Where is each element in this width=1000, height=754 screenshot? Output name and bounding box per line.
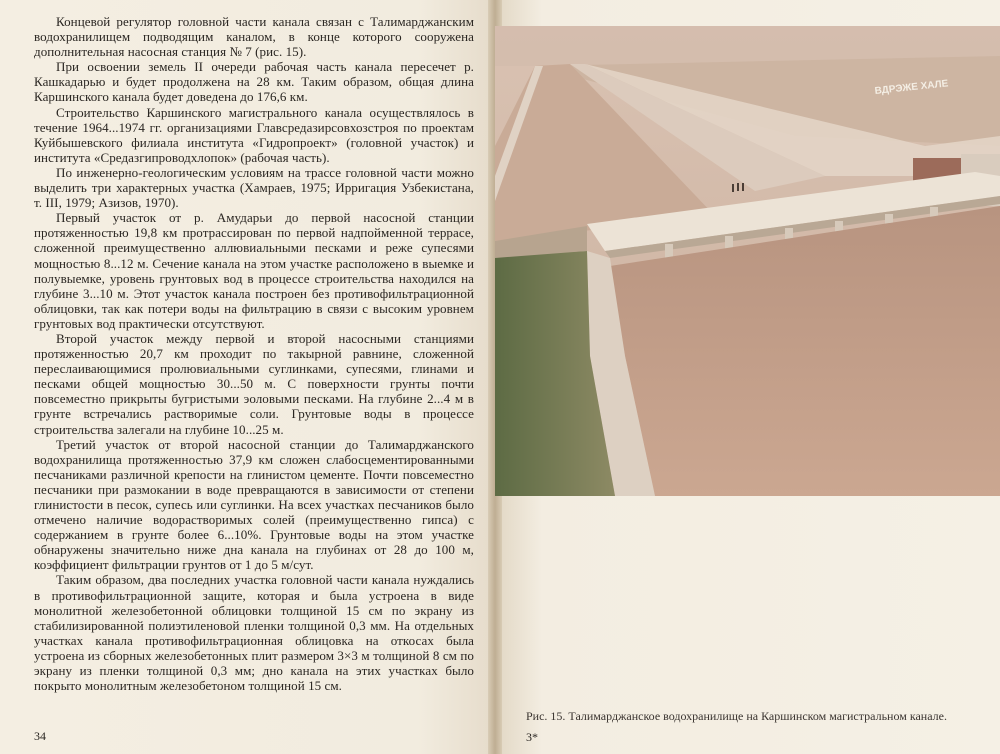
body-text	[34, 14, 474, 693]
paragraph: Третий участок от второй насосной станции до Талимарджанского водохранилища протяженностью 37,9 км сложен слабосцементированными песчаниками различной крепости на глинистом цементе. Почти повсеместно песчаники при размокании в воде превращаются в зависимости от степени глинистости в песок, супесь или суглинки. На всех участках песчаников было отмечено наличие водорастворимых солей (преимущественно гипса) с содержанием в грунте более 6...10%. Грунтовые воды на этом участке обнаружены значительно ниже дна канала на глубинах от 28 до 100 м, коэффициент фильтрации грунтов от 1 до 5 м/сут.	[34, 436, 474, 573]
paragraph: Второй участок между первой и второй насосными станциями протяженностью 20,7 км проходит по такырной равнине, сложенной переслаивающимися пролювиальными суглинками, супесями, глинами и песками общей мощностью 30...50 м. С поверхности грунты почти повсеместно прикрыты бугристыми эоловыми песками. На глубине 2...4 м в грунте встречались растворимые соли. Грунтовые воды в процессе строительства залегали на глубине 10...25 м.	[34, 330, 474, 437]
embankment-sign: ВДРЭЖЕ ХАЛЕ	[874, 78, 949, 97]
paragraph: При освоении земель II очереди рабочая часть канала пересечет р. Кашкадарью и будет продолжена на 28 км. Таким образом, общая длина Каршинского канала будет доведена до 176,6 км.	[34, 59, 474, 105]
paragraph: Первый участок от р. Амударьи до первой насосной станции протяженностью 19,8 км протрассирован по первой надпойменной террасе, сложенной преимущественно аллювиальными песками и реже супесями мощностью 8...12 м. Сечение канала на этом участке расположено в выемке и полувыемке, уровень грунтовых вод в процессе строительства находился на глубине 3...10 м. Этот участок канала построен без противофильтрационной облицовки, так как потери воды на фильтрацию в связи с высоким уровнем грунтовых вод практически отсутствуют.	[34, 210, 474, 331]
page-number-left: 34	[34, 729, 46, 743]
left-page	[0, 0, 492, 754]
paragraph: По инженерно-геологическим условиям на трассе головной части можно выделить три характерных участка (Хамраев, 1975; Ирригация Узбекистана, т. III, 1979; Азизов, 1970).	[34, 164, 474, 211]
paragraph: Таким образом, два последних участка головной части канала нуждались в противофильтрационной защите, которая и была устроена в виде монолитной железобетонной облицовки толщиной 15 см по экрану из стабилизированной полиэтиленовой пленки толщиной 0,3 мм. На отдельных участках канала противофильтрационная облицовка на откосах была устроена из сборных железобетонных плит размером 3×3 м толщиной 8 см по экрану из пленки толщиной 0,3 мм; дно канала на этих участках было покрыто монолитным железобетоном толщиной 15 см.	[34, 572, 474, 694]
reservoir-photo	[495, 26, 1000, 496]
figure-caption: Рис. 15. Талимарджанское водохранилище на Каршинском магистральном канале.	[526, 709, 947, 723]
paragraph: Концевой регулятор головной части канала связан с Талимарджанским водохранилищем подводящим каналом, в конце которого сооружена дополнительная насосная станция № 7 (рис. 15).	[34, 14, 474, 60]
paragraph: Строительство Каршинского магистрального канала осуществлялось в течение 1964...1974 гг. организациями Главсредазирсовхозстроя по проектам Куйбышевского филиала института «Гидропроект» (головной участок) и института «Средазгипроводхлопок» (рабочая часть).	[34, 104, 474, 165]
page-number-right: 3*	[526, 730, 538, 744]
reservoir-photo-drawing	[495, 26, 1000, 496]
